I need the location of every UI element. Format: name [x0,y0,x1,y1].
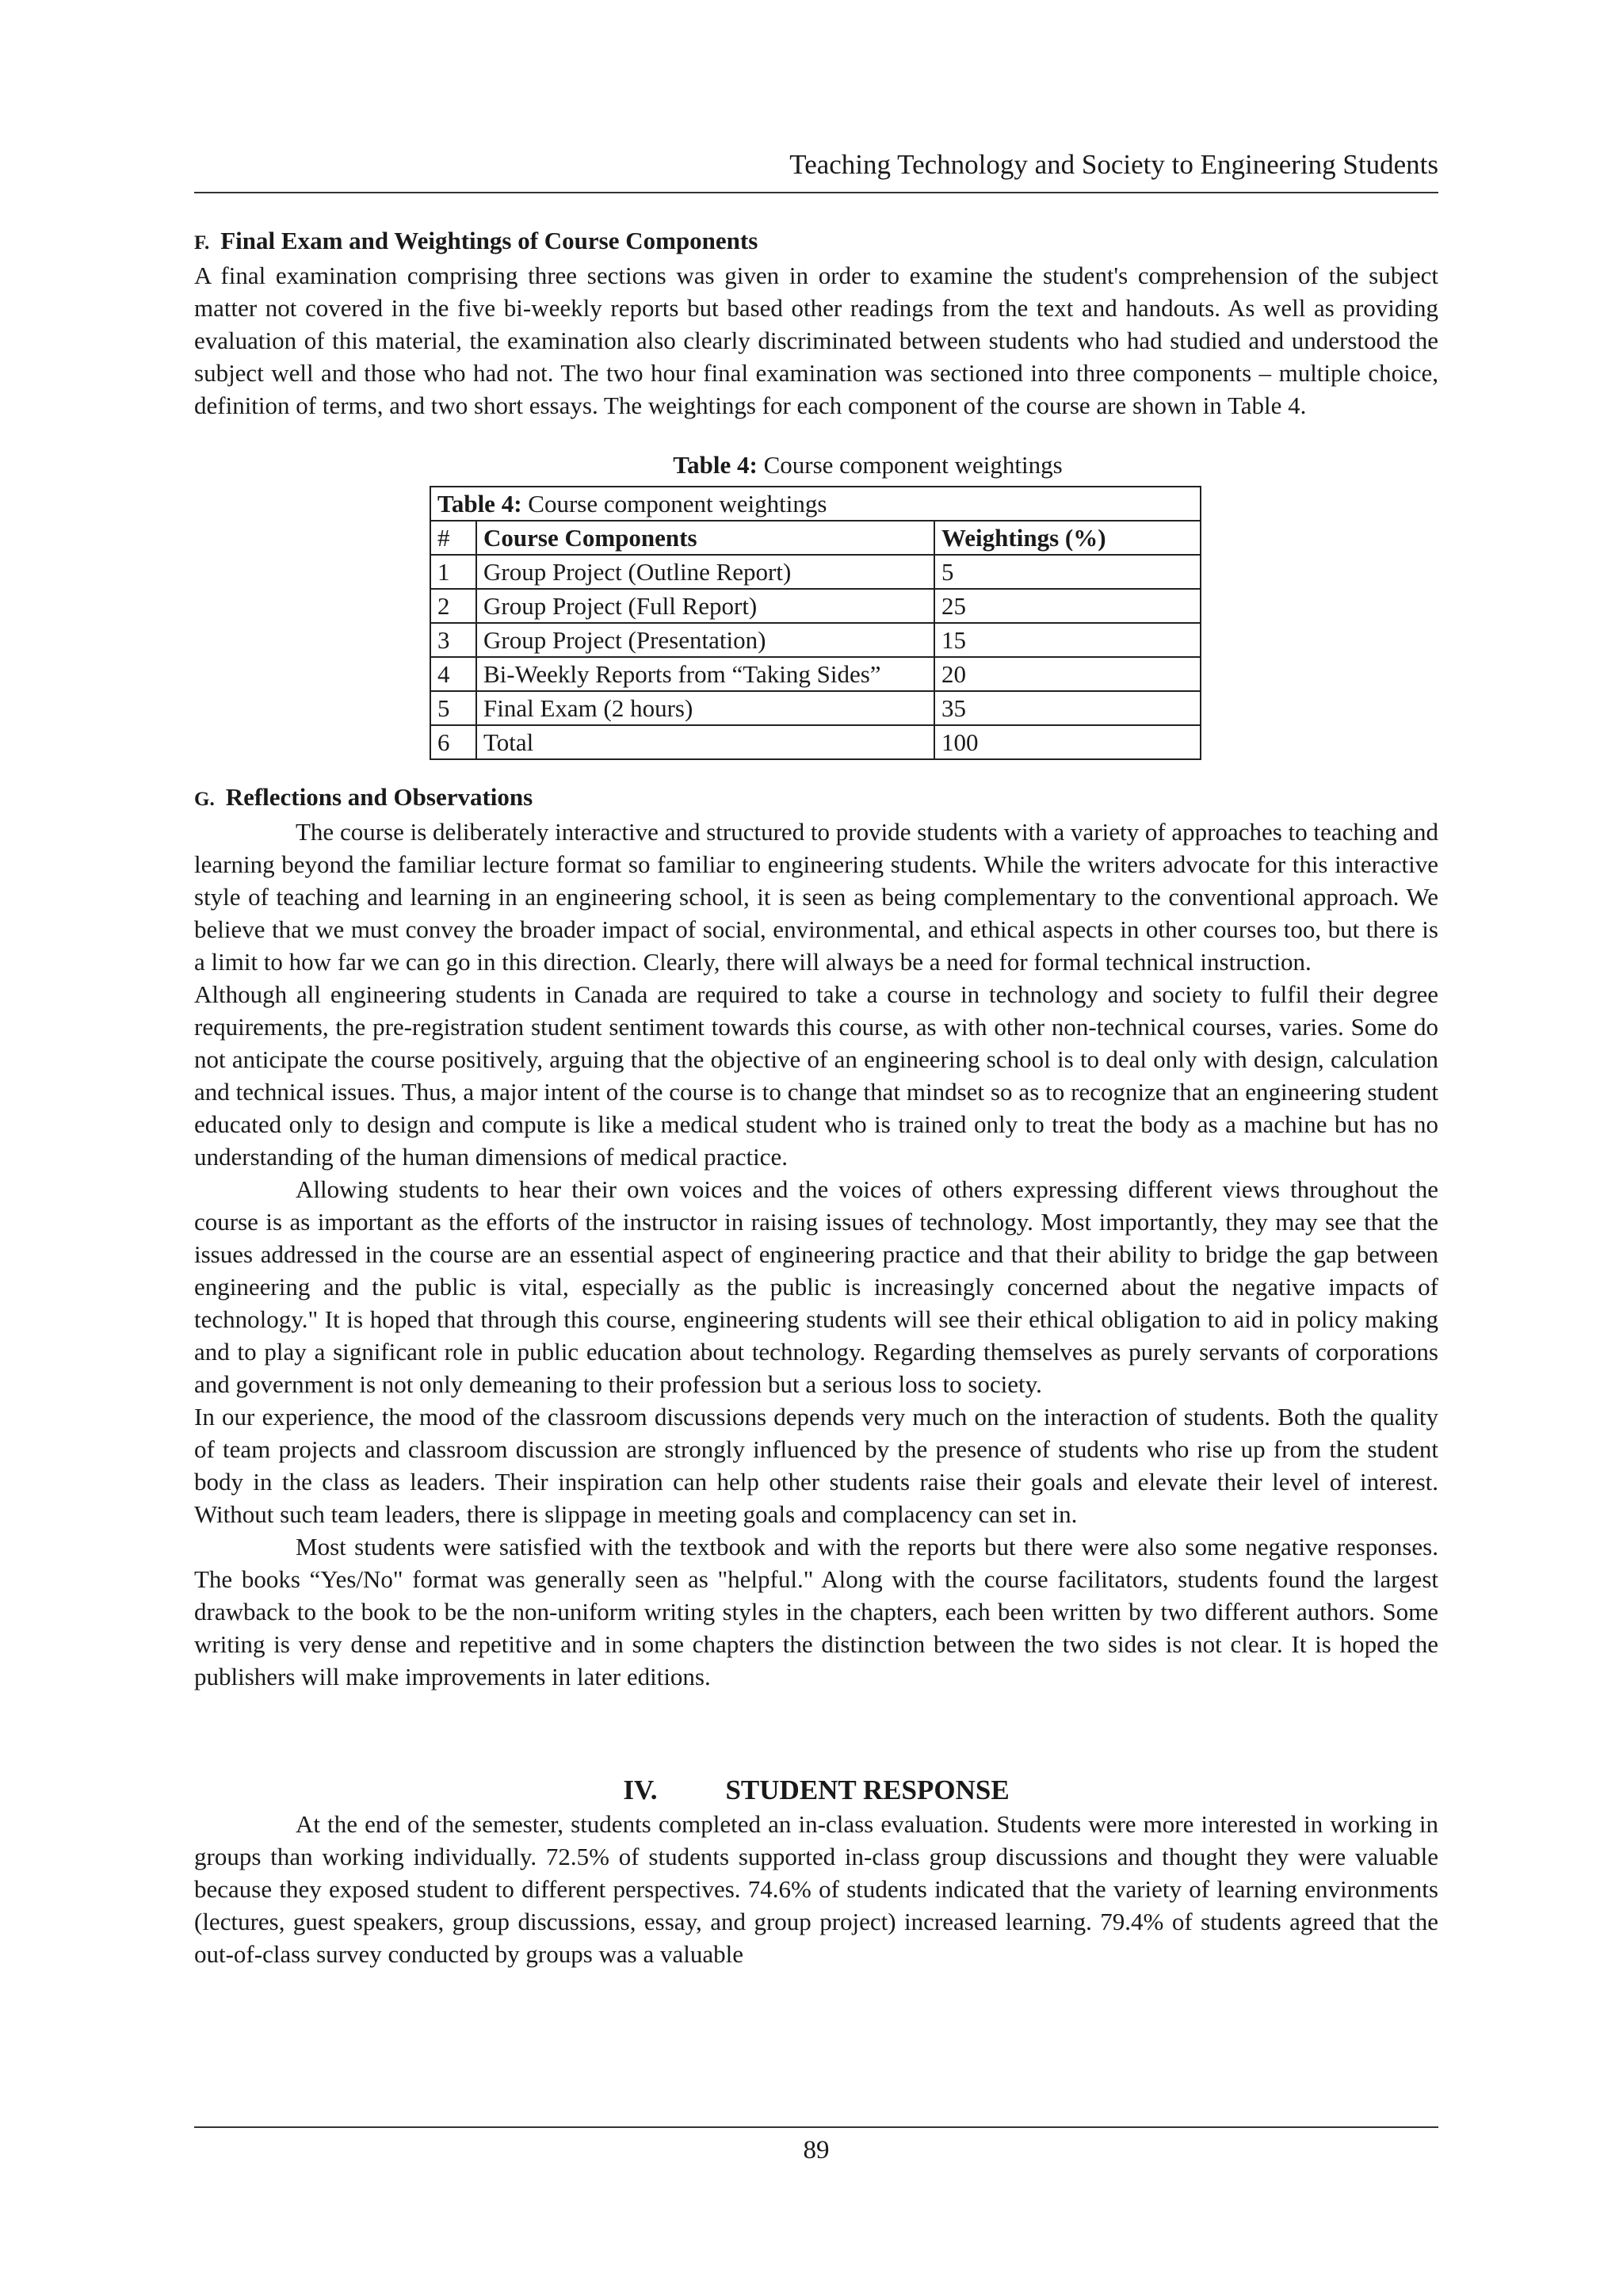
table-title-cell [430,487,1201,521]
table-cell: 25 [934,589,1201,623]
table-title-row [430,487,1201,521]
table-row [430,623,1201,657]
table-cell: 20 [934,657,1201,691]
section-g-paragraph: The course is deliberately interactive and structured to provide students with a variety of approaches to teaching and learning beyond the familiar lecture format so familiar to engineering students. While the writers advocate for this interactive style of teaching and learning in an engineering school, it is seen as being complementary to the conventional approach. We believe that we must convey the broader impact of social, environmental, and ethical aspects in other courses too, but there is a limit to how far we can go in this direction. Clearly, there will always be a need for formal technical instruction. [194,818,1438,976]
section-g-paragraph: Allowing students to hear their own voices and the voices of others expressing different views throughout the course is as important as the efforts of the instructor in raising issues of technology. Most importantly, they may see that the issues addressed in the course are an essential aspect of engineering practice and that their ability to bridge the gap between engineering and the public is vital, especially as the public is increasingly concerned about the negative impacts of technology." It is hoped that through this course, engineering students will see their ethical obligation to aid in policy making and to play a significant role in public education about technology. Regarding themselves as purely servants of corporations and government is not only demeaning to their profession but a serious loss to society. [194,1175,1438,1398]
table-header-cell: Weightings (%) [934,521,1201,555]
table-title-label: Table 4: [437,490,522,518]
table-cell: Group Project (Outline Report) [476,555,934,589]
footer-rule [194,2126,1438,2128]
section-iv-heading [194,1774,1438,1806]
section-g-heading [194,781,1438,816]
table-row [430,555,1201,589]
section-f-heading [194,224,1438,259]
section-g-letter: G. [194,789,215,810]
section-g-paragraph: In our experience, the mood of the classroom discussions depends very much on the interaction of students. Both the quality of team projects and classroom discussion are strongly influenced by the presence of students who rise up from the student body in the class as leaders. Their inspiration can help other students raise their goals and elevate their level of interest. Without such team leaders, there is slippage in meeting goals and complacency can set in. [194,1403,1438,1528]
table-cell: 5 [430,691,476,725]
table-cell: Bi-Weekly Reports from “Taking Sides” [476,657,934,691]
table-cell: 100 [934,725,1201,759]
header-rule [194,192,1438,193]
table-cell: 3 [430,623,476,657]
section-iv-paragraph: At the end of the semester, students completed an in-class evaluation. Students were more interested in working in groups than working individually. 72.5% of students supported in-class group discussions and thought they were valuable because they exposed student to different perspectives. 74.6% of students indicated that the variety of learning environments (lectures, guest speakers, group discussions, essay, and group project) increased learning. 79.4% of students agreed that the out-of-class survey conducted by groups was a valuable [194,1810,1438,1968]
table-cell: 5 [934,555,1201,589]
table-header-cell: Course Components [476,521,934,555]
section-g-paragraph: Although all engineering students in Canada are required to take a course in technology and society to fulfil their degree requirements, the pre-registration student sentiment towards this course, as with other non-technical courses, varies. Some do not anticipate the course positively, arguing that the objective of an engineering school is to deal only with design, calculation and technical issues. Thus, a major intent of the course is to change that mindset so as to recognize that an engineering student educated only to design and compute is like a medical student who is trained only to treat the body as a machine but has no understanding of the human dimensions of medical practice. [194,980,1438,1171]
section-g-paragraph: Most students were satisfied with the textbook and with the reports but there were also some negative responses. The books “Yes/No" format was generally seen as "helpful." Along with the course facilitators, students found the largest drawback to the book to be the non-uniform writing styles in the chapters, each been written by two different authors. Some writing is very dense and repetitive and in some chapters the distinction between the two sides is not clear. It is hoped the publishers will make improvements in later editions. [194,1533,1438,1690]
section-iv-numeral: IV. [623,1775,658,1805]
table-cell: 35 [934,691,1201,725]
table-cell: 15 [934,623,1201,657]
section-iv-title: STUDENT RESPONSE [725,1775,1010,1805]
table-cell: Final Exam (2 hours) [476,691,934,725]
page-number: 89 [803,2136,830,2164]
table-row [430,691,1201,725]
weightings-table [430,486,1201,760]
table-row [430,657,1201,691]
table-row [430,589,1201,623]
table-cell: Group Project (Full Report) [476,589,934,623]
running-header: Teaching Technology and Society to Engineering Students [789,149,1438,180]
table-cell: Group Project (Presentation) [476,623,934,657]
table-caption-text: Course component weightings [757,451,1063,479]
table-header-cell: # [430,521,476,555]
section-g-title: Reflections and Observations [225,783,533,811]
table-caption [297,449,1438,481]
table-caption-label: Table 4: [673,451,758,479]
table-cell: Total [476,725,934,759]
page-body [194,224,1438,1970]
section-f-letter: F. [194,232,210,254]
section-f-title: Final Exam and Weightings of Course Components [220,227,758,254]
table-cell: 1 [430,555,476,589]
table-cell: 4 [430,657,476,691]
table-cell: 6 [430,725,476,759]
table-cell: 2 [430,589,476,623]
section-f-paragraph: A final examination comprising three sections was given in order to examine the student's comprehension of the subject matter not covered in the five bi-weekly reports but based other readings from the text and handouts. As well as providing evaluation of this material, the examination also clearly discriminated between students who had studied and understood the subject well and those who had not. The two hour final examination was sectioned into three components – multiple choice, definition of terms, and two short essays. The weightings for each component of the course are shown in Table 4. [194,262,1438,419]
table-header-row [430,521,1201,555]
table-title-text: Course component weightings [521,490,827,518]
table-row [430,725,1201,759]
